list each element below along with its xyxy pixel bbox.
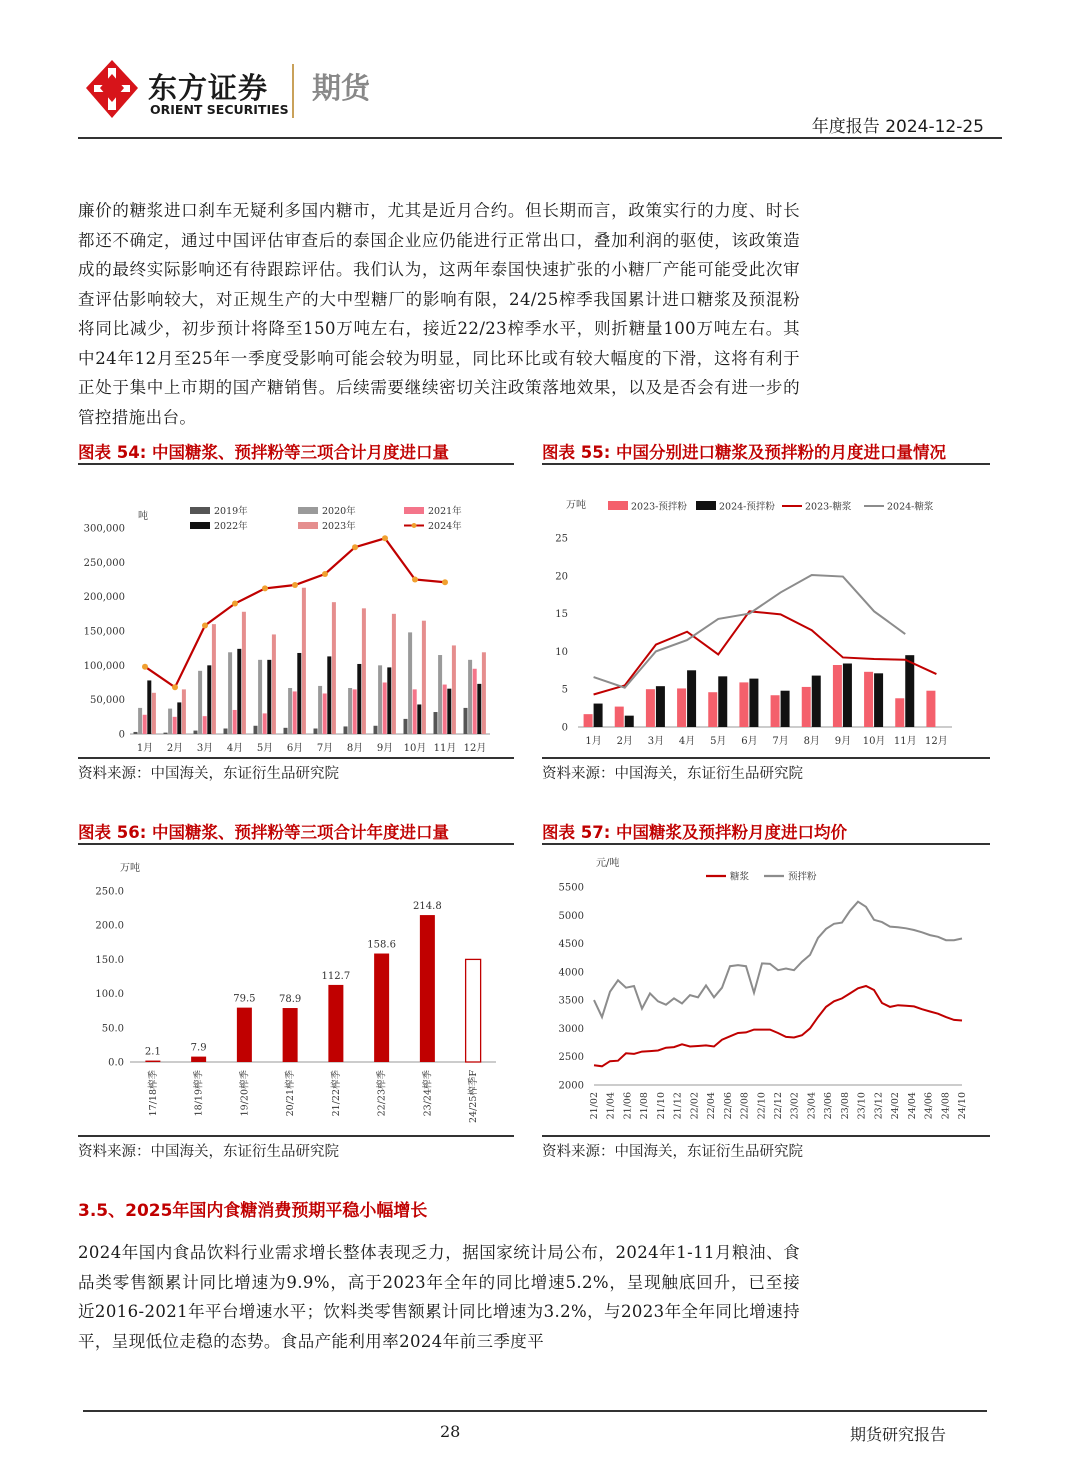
bar-2021年	[293, 691, 297, 734]
figure-56-chart	[78, 850, 514, 1134]
bar-2024-预拌粉	[843, 663, 852, 727]
figure-54-title: 图表 54: 中国糖浆、预拌粉等三项合计月度进口量	[78, 443, 450, 462]
legend-swatch	[190, 522, 210, 529]
bar-2024-预拌粉	[812, 676, 821, 727]
x-tick-label: 9月	[834, 736, 852, 747]
bar-2023年	[242, 612, 246, 734]
bar-2020年	[138, 708, 142, 734]
bar-2020年	[168, 709, 172, 734]
bar-2021年	[473, 669, 477, 734]
bar	[191, 1057, 206, 1062]
bar-2022年	[207, 665, 211, 734]
data-label: 158.6	[367, 939, 396, 951]
y-tick-label: 0.0	[108, 1057, 124, 1069]
bar-2023年	[182, 689, 186, 734]
figure-55-bottom-rule	[542, 757, 990, 759]
bar-2022年	[147, 680, 151, 734]
bar-2019年	[134, 732, 138, 734]
x-tick-label: 23/10	[856, 1092, 868, 1120]
data-label: 214.8	[413, 901, 442, 913]
x-tick-label: 24/08	[940, 1092, 952, 1120]
figure-56-title: 图表 56: 中国糖浆、预拌粉等三项合计年度进口量	[78, 823, 450, 842]
y-tick-label: 3000	[558, 1023, 584, 1035]
data-label: 78.9	[278, 994, 302, 1006]
legend-swatch	[696, 501, 716, 510]
x-tick-label: 22/06	[722, 1092, 734, 1120]
bar-2021年	[323, 693, 327, 734]
figure-54-source: 资料来源：中国海关，东证衍生品研究院	[78, 766, 339, 782]
x-tick-label: 24/06	[923, 1092, 935, 1120]
bar-2023-预拌粉	[771, 695, 780, 727]
bar-2023-预拌粉	[739, 682, 748, 727]
x-tick-label: 24/04	[906, 1092, 918, 1120]
figure-56-source: 资料来源：中国海关，东证衍生品研究院	[78, 1144, 339, 1160]
body-paragraph-1: 廉价的糖浆进口刹车无疑利多国内糖市，尤其是近月合约。但长期而言，政策实行的力度、时长都还不确定，通过中国评估审查后的泰国企业应仍能进行正常出口，叠加利润的驱使，该政策造成的最终实际影响还有待跟踪评估。我们认为，这两年泰国快速扩张的小糖厂产能可能受此次审查评估影响较大，对正规生产的大中型糖厂的影响有限，24/25榨季我国累计进口糖浆及预混粉将同比减少，初步预计将降至150万吨左右，接近22/23榨季水平，则折糖量100万吨左右。其中24年12月至25年一季度受影响可能会较为明显，同比环比或有较大幅度的下滑，这将有利于正处于集中上市期的国产糖销售。后续需要继续密切关注政策落地效果，以及是否会有进一步的管控措施出台。	[78, 201, 800, 427]
x-tick-label: 6月	[286, 743, 304, 754]
x-tick-label: 2月	[166, 743, 184, 754]
figure-55-rule	[542, 463, 990, 465]
figure-55-title: 图表 55: 中国分别进口糖浆及预拌粉的月度进口量情况	[542, 443, 947, 462]
bar-2023-预拌粉	[615, 707, 624, 727]
figure-54-bottom-rule	[78, 757, 514, 759]
x-tick-label: 21/04	[605, 1092, 617, 1120]
y-tick-label: 5	[561, 684, 568, 696]
y-unit-label: 万吨	[120, 863, 140, 874]
bar-2020年	[198, 671, 202, 734]
y-tick-label: 50.0	[101, 1023, 124, 1035]
legend-label: 2023-糖浆	[805, 501, 852, 513]
bar-2024-预拌粉	[905, 655, 914, 727]
x-tick-label: 23/04	[806, 1092, 818, 1120]
y-unit-label: 万吨	[566, 500, 586, 511]
legend-swatch	[298, 507, 318, 514]
bar-2023年	[212, 624, 216, 734]
legend-label: 预拌粉	[788, 871, 817, 883]
y-tick-label: 10	[555, 646, 568, 658]
bar-2019年	[464, 708, 468, 734]
bar-2024-预拌粉	[781, 691, 790, 727]
bar-2021年	[383, 683, 387, 735]
division-name: 期货	[312, 71, 371, 105]
x-tick-label: 4月	[678, 736, 696, 747]
bar-2020年	[228, 652, 232, 734]
legend-label: 2021年	[428, 506, 462, 517]
bar-2022年	[327, 656, 331, 734]
point-2024年	[142, 664, 148, 670]
legend-label: 2023年	[322, 521, 356, 532]
y-tick-label: 2500	[558, 1052, 584, 1064]
legend-label: 2024-糖浆	[887, 501, 934, 513]
legend-label: 2020年	[322, 506, 356, 517]
x-tick-label: 23/08	[839, 1092, 851, 1120]
bar-2021年	[173, 717, 177, 734]
x-tick-label: 20/21榨季	[285, 1070, 297, 1117]
x-tick-label: 2月	[616, 736, 633, 747]
bar-forecast	[466, 959, 481, 1062]
y-tick-label: 150.0	[95, 954, 124, 966]
y-tick-label: 3500	[558, 995, 584, 1007]
x-tick-label: 23/24榨季	[422, 1070, 434, 1117]
footer-label: 期货研究报告	[850, 1425, 947, 1444]
legend-label: 2019年	[214, 506, 248, 517]
point-2024年	[322, 571, 328, 577]
x-tick-label: 22/04	[706, 1092, 718, 1120]
x-tick-label: 17/18榨季	[147, 1070, 159, 1117]
bar-2024-预拌粉	[594, 704, 603, 727]
bar-2020年	[258, 660, 262, 734]
bar-2023年	[362, 608, 366, 734]
bar-2021年	[443, 685, 447, 734]
x-tick-label: 4月	[226, 743, 244, 754]
section-title: 3.5、2025年国内食糖消费预期平稳小幅增长	[78, 1201, 428, 1221]
x-tick-label: 10月	[403, 743, 427, 754]
y-unit-label: 吨	[138, 511, 148, 522]
bar-2023年	[302, 588, 306, 734]
bar-2019年	[164, 733, 168, 734]
bar-2020年	[438, 655, 442, 734]
data-label: 7.9	[190, 1042, 207, 1054]
legend-label: 2024-预拌粉	[719, 501, 775, 513]
bar	[328, 985, 343, 1062]
x-tick-label: 21/10	[655, 1092, 667, 1120]
point-2024年	[172, 684, 178, 690]
point-2024年	[352, 544, 358, 550]
point-2024年	[262, 585, 268, 591]
bar-2022年	[357, 664, 361, 734]
point-2024年	[292, 582, 298, 588]
bar-2020年	[468, 660, 472, 734]
x-tick-label: 1月	[585, 736, 602, 747]
bar	[374, 954, 389, 1062]
x-tick-label: 18/19榨季	[193, 1070, 205, 1117]
x-tick-label: 22/10	[756, 1092, 768, 1120]
x-tick-label: 19/20榨季	[239, 1070, 251, 1117]
y-tick-label: 0	[118, 729, 125, 741]
x-tick-label: 12月	[463, 743, 487, 754]
x-tick-label: 11月	[433, 743, 457, 754]
y-tick-label: 5000	[558, 910, 584, 922]
company-logo-icon	[84, 58, 140, 120]
x-tick-label: 1月	[136, 743, 154, 754]
header-rule	[78, 137, 1002, 139]
bar-2022年	[267, 660, 271, 734]
y-tick-label: 25	[555, 533, 568, 545]
bar-2023-预拌粉	[864, 672, 873, 727]
bar-2023年	[392, 614, 396, 734]
x-tick-label: 6月	[741, 736, 758, 747]
bar-2021年	[203, 716, 207, 734]
bar-2023-预拌粉	[708, 692, 717, 727]
bar-2024-预拌粉	[874, 673, 883, 727]
company-name: 东方证券	[148, 71, 269, 105]
figure-54-rule	[78, 463, 514, 465]
figure-54-chart	[78, 470, 514, 755]
bar-2022年	[177, 702, 181, 734]
bar-2022年	[387, 667, 391, 734]
x-tick-label: 21/12	[672, 1092, 684, 1120]
y-tick-label: 5500	[558, 882, 584, 894]
line-2024年	[145, 538, 445, 687]
y-tick-label: 20	[555, 571, 568, 583]
y-tick-label: 150,000	[83, 626, 125, 638]
bar-2023年	[422, 621, 426, 734]
bar-2020年	[378, 665, 382, 734]
x-tick-label: 8月	[803, 736, 820, 747]
point-2024年	[202, 623, 208, 629]
legend-label: 2023-预拌粉	[631, 501, 687, 513]
x-tick-label: 24/25榨季F	[468, 1070, 480, 1123]
bar	[145, 1061, 160, 1062]
x-tick-label: 21/08	[639, 1092, 651, 1120]
y-tick-label: 0	[561, 722, 568, 734]
x-tick-label: 24/02	[890, 1092, 902, 1120]
x-tick-label: 11月	[893, 736, 917, 747]
bar	[420, 915, 435, 1062]
y-unit-label: 元/吨	[596, 858, 620, 869]
legend-label: 糖浆	[730, 871, 750, 883]
y-tick-label: 2000	[558, 1080, 584, 1092]
bar-2020年	[288, 688, 292, 734]
footer-rule	[83, 1410, 987, 1412]
report-type-date: 年度报告 2024-12-25	[811, 117, 984, 137]
x-tick-label: 23/12	[873, 1092, 885, 1120]
legend-swatch	[608, 501, 628, 510]
line-2023-糖浆	[594, 611, 937, 694]
data-label: 112.7	[321, 970, 351, 982]
x-tick-label: 22/12	[773, 1092, 784, 1120]
x-tick-label: 10月	[862, 736, 886, 747]
x-tick-label: 7月	[316, 743, 334, 754]
x-tick-label: 21/02	[589, 1092, 600, 1120]
bar-2022年	[297, 653, 301, 734]
x-tick-label: 9月	[376, 743, 394, 754]
x-tick-label: 7月	[772, 736, 789, 747]
legend-swatch	[404, 507, 424, 514]
x-tick-label: 22/23榨季	[376, 1070, 388, 1117]
bar-2024-预拌粉	[718, 676, 727, 727]
y-tick-label: 200,000	[83, 592, 125, 604]
x-tick-label: 23/02	[789, 1092, 801, 1120]
y-tick-label: 300,000	[83, 523, 125, 535]
bar-2019年	[194, 731, 198, 734]
y-tick-label: 4000	[558, 967, 584, 979]
bar-2019年	[404, 719, 408, 734]
bar-2019年	[254, 726, 258, 734]
figure-57-bottom-rule	[542, 1135, 990, 1137]
bar-2022年	[237, 649, 241, 734]
logo-divider	[292, 64, 294, 118]
bar-2023-预拌粉	[584, 714, 593, 727]
legend-swatch	[298, 522, 318, 529]
x-tick-label: 5月	[710, 736, 727, 747]
figure-57-chart	[542, 850, 990, 1134]
x-tick-label: 21/06	[622, 1092, 634, 1120]
bar-2019年	[434, 712, 438, 734]
bar-2021年	[263, 713, 267, 734]
legend-swatch	[190, 507, 210, 514]
bar-2019年	[344, 726, 348, 734]
line-2024-糖浆	[594, 575, 906, 688]
figure-57-title: 图表 57: 中国糖浆及预拌粉月度进口均价	[542, 823, 848, 842]
bar-2024-预拌粉	[625, 716, 634, 727]
figure-55-chart	[542, 470, 990, 755]
point-2024年	[232, 601, 238, 607]
legend-label: 2022年	[214, 521, 248, 532]
x-tick-label: 3月	[196, 743, 214, 754]
legend-marker	[412, 523, 417, 528]
bar-2023-预拌粉	[895, 698, 904, 727]
body-paragraph-2: 2024年国内食品饮料行业需求增长整体表现乏力，据国家统计局公布，2024年1-11月粮油、食品类零售额累计同比增速为9.9%，高于2023年全年的同比增速5.2%，呈现触底回升，已至接近2016-2021年平台增速水平；饮料类零售额累计同比增速为3.2%，与2023年全年同比增速持平，呈现低位走稳的态势。食品产能利用率2024年前三季度平	[78, 1243, 800, 1351]
y-tick-label: 4500	[558, 939, 584, 951]
legend-label: 2024年	[428, 521, 462, 532]
bar-2023-预拌粉	[646, 689, 655, 727]
x-tick-label: 24/10	[957, 1092, 968, 1120]
bar-2023-预拌粉	[833, 665, 842, 727]
y-tick-label: 50,000	[90, 695, 125, 707]
point-2024年	[412, 577, 418, 583]
bar-2023年	[272, 634, 276, 734]
y-tick-label: 100,000	[83, 660, 125, 672]
x-tick-label: 23/06	[823, 1092, 835, 1120]
bar-2023-预拌粉	[926, 691, 935, 727]
x-tick-label: 22/02	[689, 1092, 701, 1120]
bar-2023年	[152, 693, 156, 734]
point-2024年	[382, 535, 388, 541]
x-tick-label: 3月	[647, 736, 665, 747]
x-tick-label: 21/22榨季	[330, 1070, 342, 1117]
bar	[237, 1008, 252, 1062]
bar-2023年	[482, 652, 486, 734]
y-tick-label: 250,000	[83, 557, 125, 569]
bar-2023年	[452, 645, 456, 734]
figure-57-source: 资料来源：中国海关，东证衍生品研究院	[542, 1144, 803, 1160]
point-2024年	[442, 579, 448, 585]
company-name-en: ORIENT SECURITIES	[150, 102, 289, 117]
x-tick-label: 22/08	[739, 1092, 751, 1120]
bar-2023-预拌粉	[677, 688, 686, 727]
bar-2024-预拌粉	[749, 679, 758, 727]
figure-55-source: 资料来源：中国海关，东证衍生品研究院	[542, 766, 803, 782]
bar-2022年	[417, 704, 421, 734]
x-tick-label: 8月	[346, 743, 364, 754]
bar-2021年	[233, 710, 237, 734]
figure-56-rule	[78, 843, 514, 845]
figure-56-bottom-rule	[78, 1135, 514, 1137]
figure-57-rule	[542, 843, 990, 845]
bar-2020年	[318, 686, 322, 734]
data-label: 2.1	[144, 1046, 161, 1058]
bar-2019年	[224, 729, 228, 734]
bar-2022年	[477, 684, 481, 734]
bar-2023年	[332, 602, 336, 734]
x-tick-label: 5月	[256, 743, 274, 754]
bar-2023-预拌粉	[802, 687, 811, 727]
bar-2020年	[348, 688, 352, 734]
x-tick-label: 12月	[925, 736, 948, 747]
bar-2022年	[447, 689, 451, 734]
line-预拌粉	[594, 902, 962, 1017]
bar-2019年	[314, 729, 318, 734]
bar-2021年	[353, 689, 357, 734]
bar-2021年	[143, 715, 147, 734]
bar-2020年	[408, 632, 412, 734]
y-tick-label: 100.0	[95, 989, 124, 1001]
bar	[283, 1008, 298, 1062]
bar-2021年	[413, 689, 417, 734]
y-tick-label: 250.0	[95, 886, 124, 898]
y-tick-label: 200.0	[95, 920, 124, 932]
y-tick-label: 15	[555, 609, 568, 621]
data-label: 79.5	[233, 993, 256, 1005]
page-number: 28	[440, 1422, 461, 1441]
bar-2024-预拌粉	[687, 670, 696, 727]
bar-2019年	[374, 726, 378, 734]
bar-2019年	[284, 728, 288, 734]
bar-2024-预拌粉	[656, 686, 665, 727]
line-糖浆	[594, 986, 962, 1066]
